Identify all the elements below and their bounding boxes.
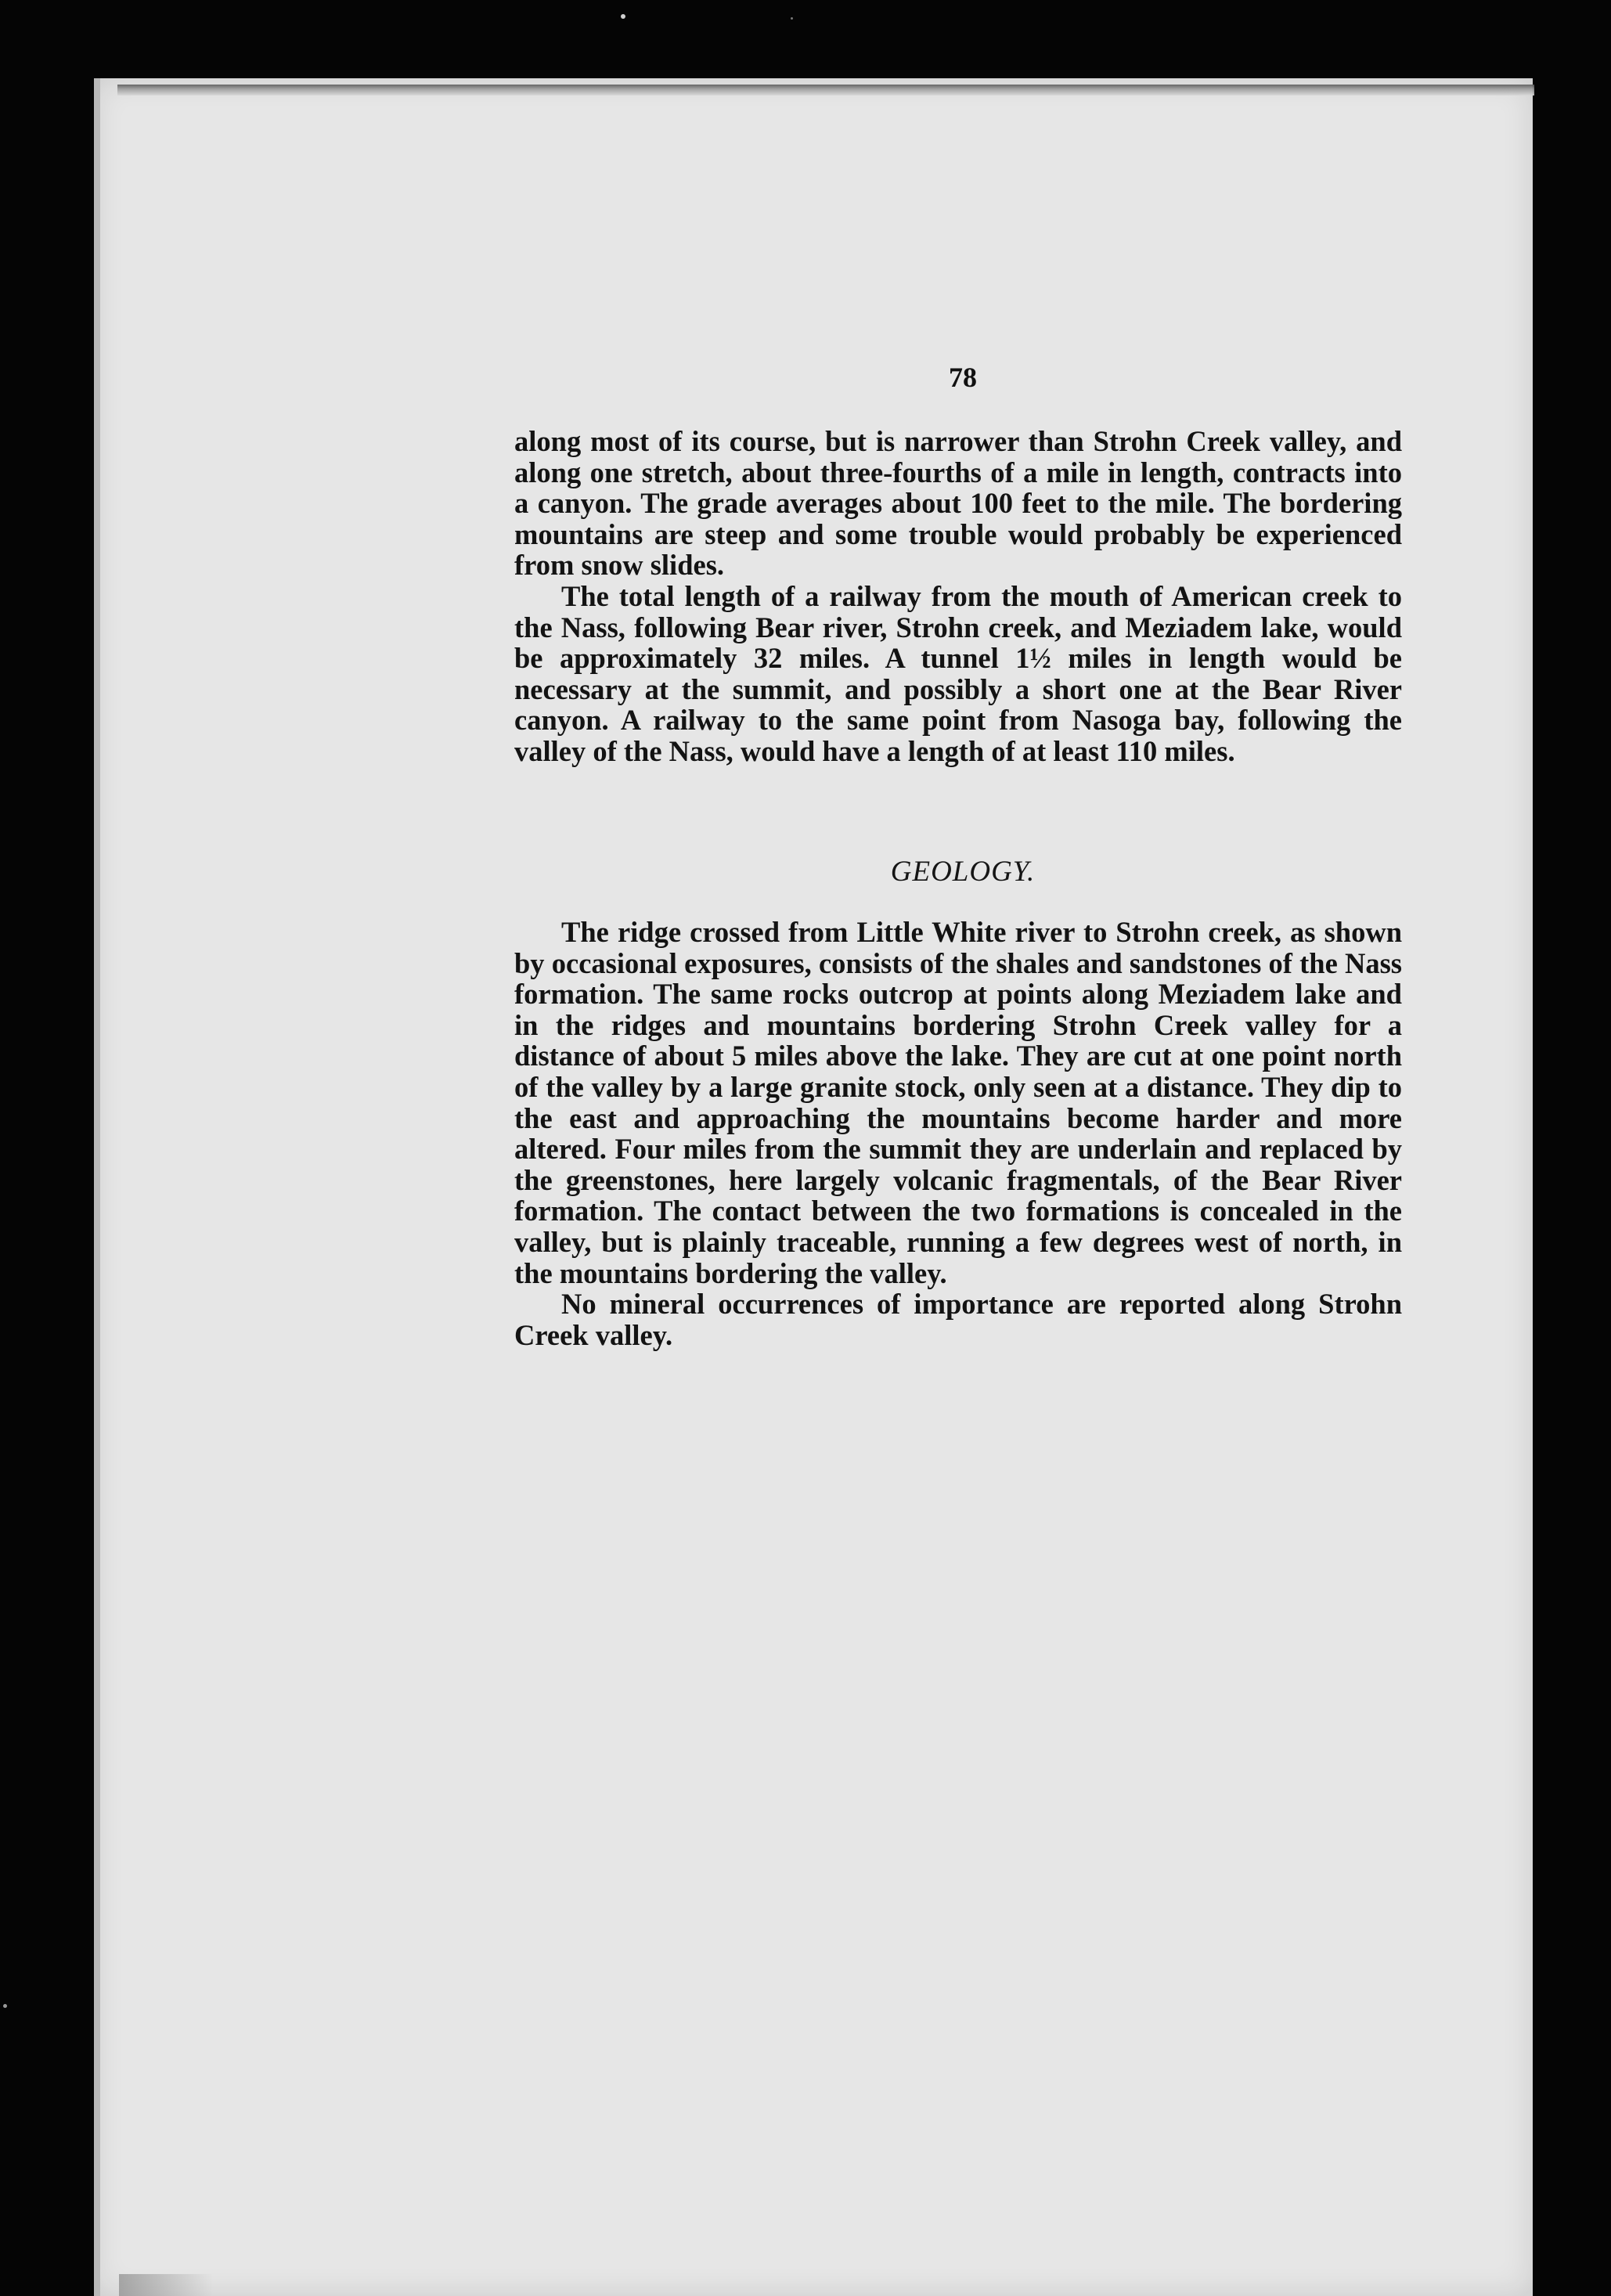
section-heading-geology: GEOLOGY. bbox=[890, 856, 1036, 888]
body-text-after-heading bbox=[514, 917, 1402, 1350]
page-number: 78 bbox=[949, 362, 977, 393]
body-text-before-heading bbox=[514, 426, 1402, 767]
paragraph-mineral-occurrences: No mineral occurrences of importance are reported along Strohn Creek valley. bbox=[514, 1288, 1402, 1351]
paragraph-geology: The ridge crossed from Little White river to Strohn creek, as shown by occasional exposures, consists of the shales and sandstones of the Nass formation. The same rocks outcrop at points along Meziadem lake and in the ridges and mountains bordering Strohn Creek valley for a distance of about 5 miles above the lake. They are cut at one point north of the valley by a large granite stock, only seen at a distance. They dip to the east and approaching the mountains become harder and more altered. Four miles from the summit they are underlain and replaced by the greenstones, here largely volcanic fragmentals, of the Bear River formation. The contact between the two formations is concealed in the valley, but is plainly traceable, running a few degrees west of north, in the mountains bordering the valley. bbox=[514, 916, 1402, 1289]
paragraph-continuation: along most of its course, but is narrower than Strohn Creek valley, and along one stretch, about three-fourths of a mile in length, contracts into a canyon. The grade averages about 100 feet to the mile. The bordering mountains are steep and some trouble would probably be experienced from snow slides. bbox=[514, 425, 1402, 582]
dust-speck bbox=[621, 14, 625, 19]
dust-speck bbox=[791, 17, 793, 20]
page-bottom-smudge bbox=[119, 2274, 213, 2296]
page-left-edge bbox=[94, 78, 100, 2296]
dust-speck bbox=[3, 2004, 7, 2008]
paragraph-railway-length: The total length of a railway from the mouth of American creek to the Nass, following Bear river, Strohn creek, and Meziadem lake, would be approximately 32 miles. A tunnel 1½ miles in length would be necessary at the summit, and possibly a short one at the Bear River canyon. A railway to the same point from Nasoga bay, following the valley of the Nass, would have a length of at least 110 miles. bbox=[514, 579, 1402, 767]
page-top-edge bbox=[117, 85, 1534, 96]
